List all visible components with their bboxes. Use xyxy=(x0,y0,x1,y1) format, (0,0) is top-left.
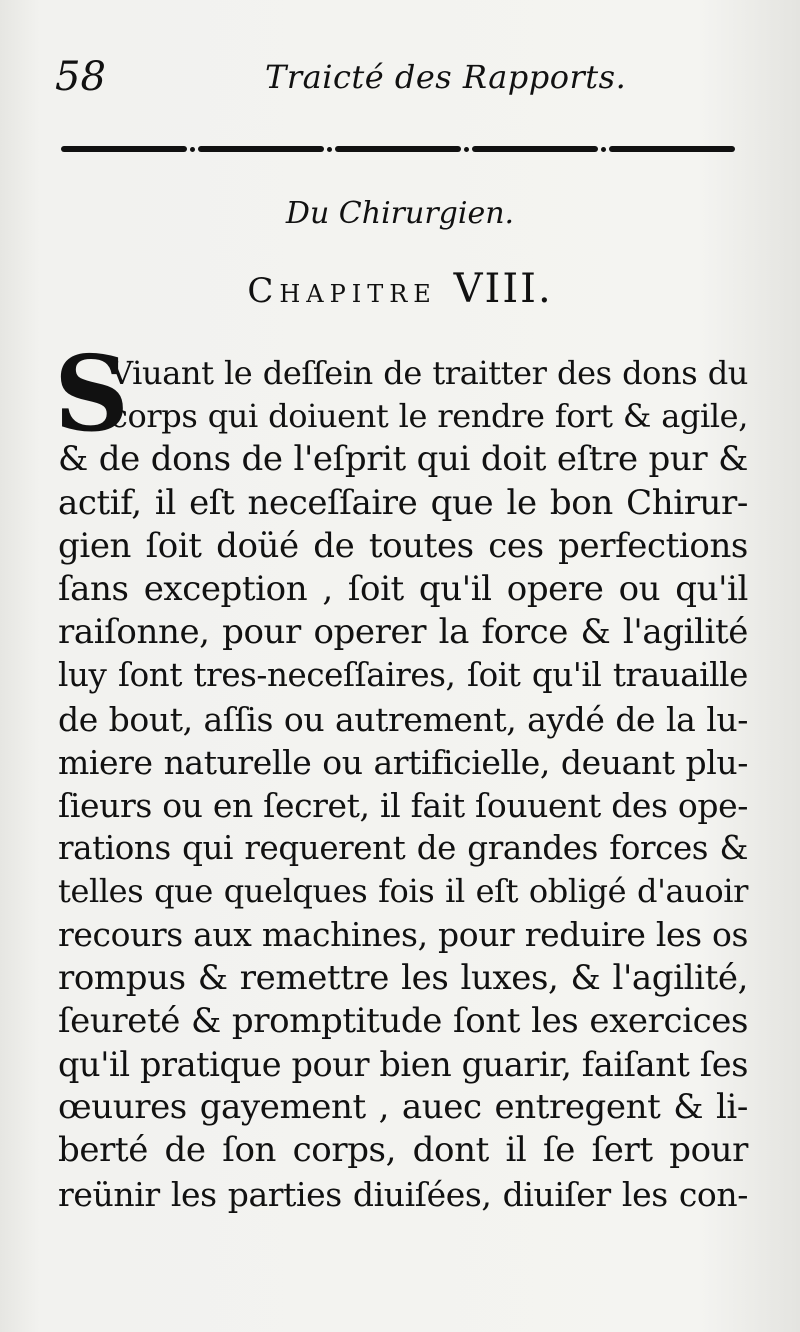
text-line: telles que quelques fois il eſt obligé d'auoir xyxy=(58,872,748,911)
text-line: ſans exception , ſoit qu'il opere ou qu'il xyxy=(58,568,748,609)
text-line: de bout, aſſis ou autrement, aydé de la lu- xyxy=(58,699,748,739)
rule-ornament xyxy=(190,147,195,152)
body-text xyxy=(54,332,748,1216)
text-line: actif, il eſt neceſſaire que le bon Chirur- xyxy=(58,482,748,523)
text-line: Viuant le deſſein de traitter des dons du xyxy=(110,354,748,392)
text-line: luy ſont tres-neceſſaires, ſoit qu'il trauaille xyxy=(58,656,748,695)
text-line: gien ſoit doüé de toutes ces perfections xyxy=(58,525,748,566)
text-line: miere naturelle ou artificielle, deuant plu- xyxy=(58,742,748,782)
header-rule xyxy=(58,142,738,156)
text-line: ſeureté & promptitude ſont les exercices xyxy=(58,1000,748,1041)
section-subtitle: Du Chirurgien. xyxy=(285,196,515,231)
rule-segment xyxy=(198,146,324,152)
text-line: qu'il pratique pour bien guarir, faiſant ſes xyxy=(58,1045,748,1084)
text-line: corps qui doiuent le rendre fort & agile, xyxy=(110,397,748,436)
rule-ornament xyxy=(464,147,469,152)
text-line: ſieurs ou en ſecret, il fait ſouuent des ope- xyxy=(58,785,748,825)
text-line: œuures gayement , auec entregent & li- xyxy=(58,1087,748,1128)
text-line: recours aux machines, pour reduire les os xyxy=(58,915,748,955)
chapter-heading xyxy=(0,266,800,312)
rule-segment xyxy=(61,146,187,152)
page-number: 58 xyxy=(55,54,106,100)
chapter-word: Chapitre xyxy=(247,271,437,311)
rule-segment xyxy=(472,146,598,152)
rule-ornament xyxy=(327,147,332,152)
chapter-number: VIII. xyxy=(453,266,553,312)
rule-segment xyxy=(335,146,461,152)
drop-cap: S xyxy=(54,332,130,455)
text-line: rations qui requerent de grandes forces & xyxy=(58,829,748,868)
rule-segment xyxy=(609,146,735,152)
text-line: & de dons de l'eſprit qui doit eſtre pur & xyxy=(58,439,748,480)
text-line: reünir les parties diuiſées, diuiſer les con- xyxy=(58,1174,748,1214)
running-title: Traicté des Rapports. xyxy=(265,58,627,96)
text-line: rompus & remettre les luxes, & l'agilité, xyxy=(58,957,748,998)
text-line: berté de ſon corps, dont il ſe ſert pour xyxy=(58,1130,748,1171)
page-header xyxy=(55,48,745,98)
text-line: raiſonne, pour operer la force & l'agilité xyxy=(58,612,748,653)
rule-ornament xyxy=(601,147,606,152)
